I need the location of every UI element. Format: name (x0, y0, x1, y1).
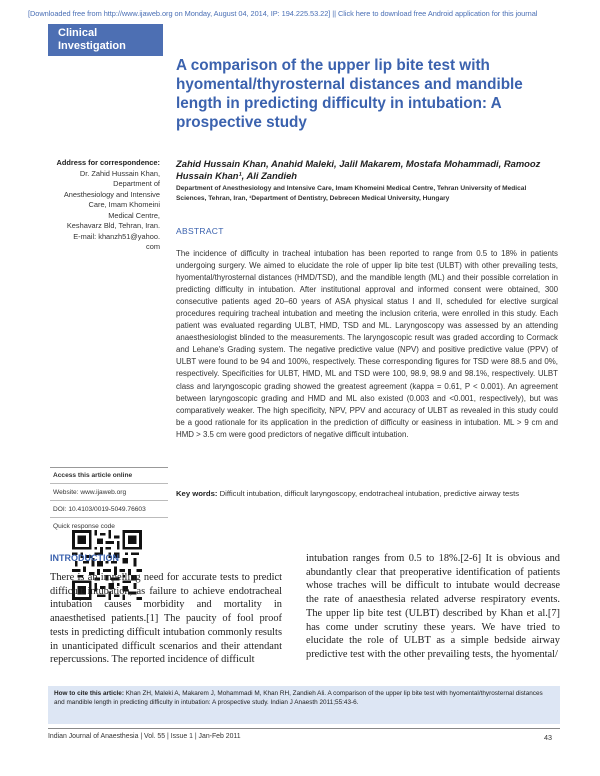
download-notice[interactable]: [Downloaded free from http://www.ijaweb.org on Monday, August 04, 2014, IP: 194.225.53.22] || Click here to download free Android application for this journal (28, 9, 538, 18)
correspondence-line: Anesthesiology and Intensive (63, 189, 160, 199)
section-tag: Clinical Investigation (48, 24, 163, 56)
introduction-heading: INTRODUCTION (50, 553, 119, 563)
introduction-left-column: There is an impelling need for accurate tests to predict difficult intubation, as failure to achieve endotracheal intubation causes morbidity and mortality in anaesthetised patients.[1] The paucity of fool proof tests in predicting difficult intubation commonly results in unanticipated difficult scenarios and their attendant repercussions. The reported incidence of difficult (50, 572, 282, 666)
correspondence-line: com (146, 242, 160, 251)
keywords (176, 488, 558, 500)
access-heading: Access this article online (50, 468, 168, 484)
abstract-text: The incidence of difficulty in tracheal intubation has been reported to range from 0.5 to 18% in patients undergoing surgery. We aimed to elucidate the role of upper lip bite test (ULBT) with other prevailing tests, hyomental/thyrosternal distances (HMD/TSD), and the mandible length (ML) and their possible correlation in predicting difficulty in intubation. After institutional approval and informed consent were obtained, 300 consecutive patients aged 20–60 years of ASA physical status I and II, scheduled for elective surgical procedures requiring tracheal intubation and meeting the inclusion criteria, were enrolled in this study. Each patient was evaluated regarding ULBT, HMD, TSD and ML. Laryngoscopy was assessed by an attending anaesthesiologist blinded to the measurements. The laryngoscopic result was graded according to Cormack and Lehane's Grading system. The negative predictive value (NPV) and positive predictive value (PPV) of ULBT were found to be 94 and 100%, respectively. These corresponding figures for TSD were 88.5 and 0%, respectively. Specificities for ULBT, HMD, ML and TSD were 100, 98.9, 98.9 and 98.1%, respectively. ULBT class and laryngoscopic grading showed the greatest agreement (kappa = 0.61, P < 0.001). An agreement between laryngoscopic grading and HMD and ML also existed (0.003 and <0.001, respectively), but was comparatively weaker. The high specificity, NPV, PPV and accuracy of ULBT as revealed in this study could be a good rationale for its application in the prediction of difficulty or easiness in intubation. ML > 9 cm and HMD > 3.5 cm were good predictors of negative difficult intubation. (176, 249, 558, 439)
correspondence-line: Keshavarz Bld, Tehran, Iran. (66, 221, 160, 230)
page-number: 43 (544, 733, 552, 742)
correspondence-line: Department of (113, 179, 160, 188)
citation-text: Khan ZH, Maleki A, Makarem J, Mohammadi M, Khan RH, Zandieh Ali. A comparison of the upper lip bite test with hyomental/thyrosternal distances and mandible length in predicting difficulty in intubation: A prospective study. Indian J Anaesth 2011;55:43-6. (54, 690, 543, 707)
qr-label: Quick response code (53, 523, 115, 530)
affiliation: Department of Anesthesiology and Intensive Care, Imam Khomeini Medical Centre, Tehran University of Medical Sciences, Tehran, Iran, ¹Department of Dentistry, Debrecen Medical University, Hungary (176, 185, 527, 202)
citation-label: How to cite this article: (54, 690, 124, 697)
article-title: A comparison of the upper lip bite test with hyomental/thyrosternal distances and mandible length in predicting difficulty in intubation: A prospective study (176, 57, 523, 131)
author-list: Zahid Hussain Khan, Anahid Maleki, Jalil Makarem, Mostafa Mohammadi, Ramooz Hussain Khan¹, Ali Zandieh (176, 158, 541, 181)
keywords-label: Key words: (176, 489, 218, 498)
footer-journal: Indian Journal of Anaesthesia | Vol. 55 | Issue 1 | Jan-Feb 2011 (48, 733, 241, 740)
correspondence-line: Dr. Zahid Hussain Khan, (79, 168, 160, 178)
how-to-cite-box (48, 686, 560, 724)
doi-text: DOI: 10.4103/0019-5049.76603 (50, 501, 168, 518)
abstract-heading: ABSTRACT (176, 226, 224, 236)
correspondence-email[interactable]: E-mail: khanzh51@yahoo. (73, 231, 160, 241)
correspondence-line: Medical Centre, (108, 210, 160, 220)
correspondence-line: Care, Imam Khomeini (88, 200, 160, 209)
correspondence-block (32, 158, 160, 253)
footer-divider (48, 728, 560, 729)
correspondence-heading: Address for correspondence: (56, 158, 160, 167)
keywords-text: Difficult intubation, difficult laryngoscopy, endotracheal intubation, predictive airway tests (219, 489, 520, 498)
website-link[interactable]: Website: www.ijaweb.org (50, 484, 168, 501)
introduction-right-column: intubation ranges from 0.5 to 18%.[2-6] It is obvious and abundantly clear that preoperative identification of patients whose traches will be difficult to intubate would decrease the rate of anaesthesia related adverse respiratory events. The upper lip bite test (ULBT) described by Khan et al.[7] has come under scrutiny these years. We have tried to elucidate the role of ULBT as a simple bedside airway predictive test with the other prevailing tests, the hyomental/ (306, 553, 560, 660)
